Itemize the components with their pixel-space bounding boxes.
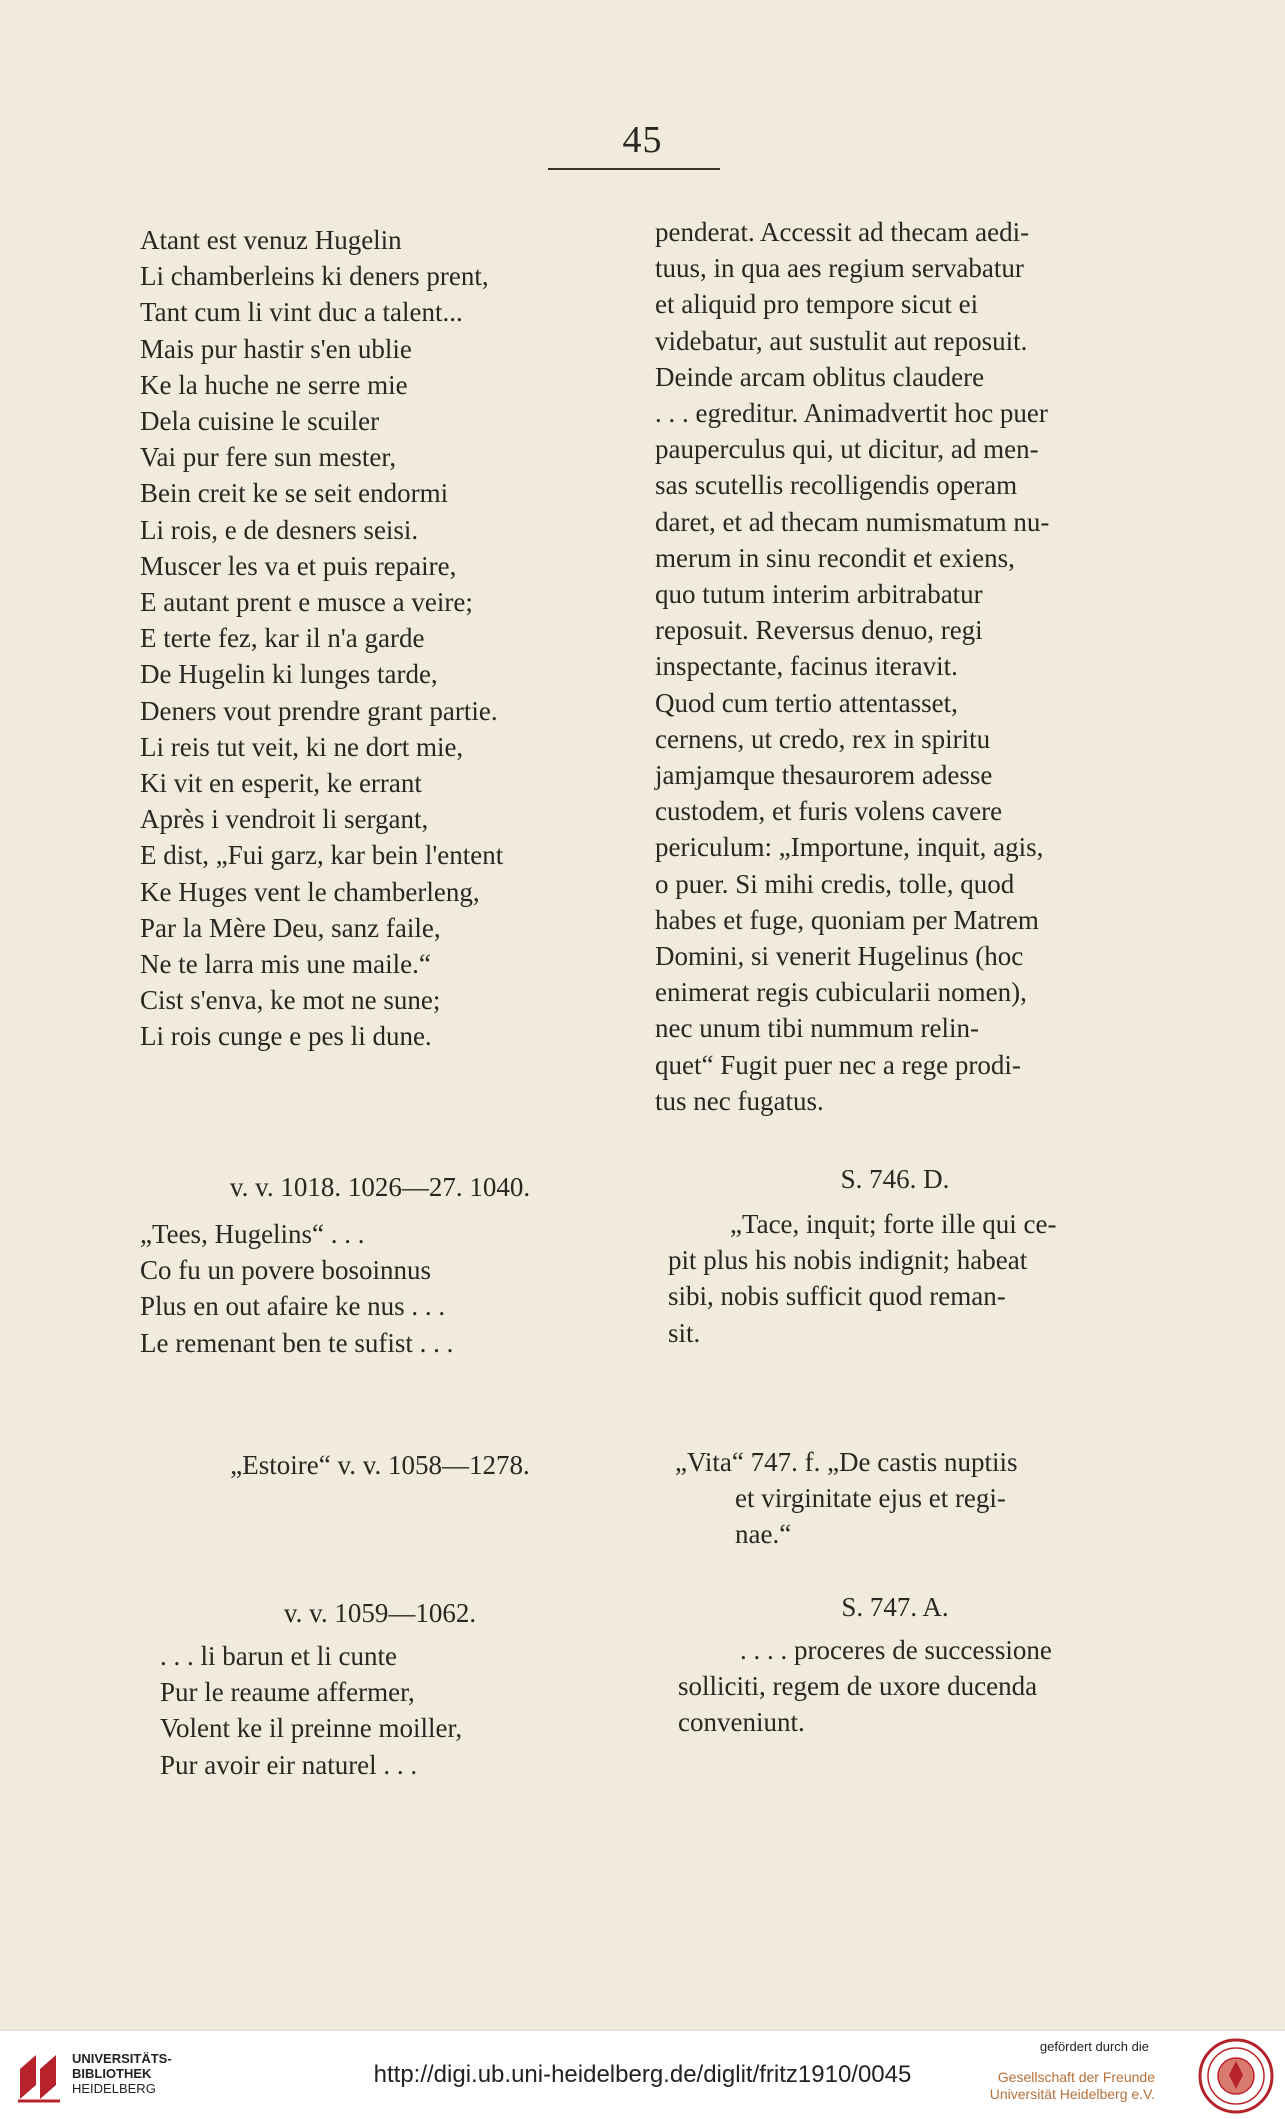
university-seal-icon: [1197, 2037, 1275, 2115]
prose-line: custodem, et furis volens cavere: [655, 796, 1003, 827]
page-number: 45: [622, 119, 663, 161]
prose-line: daret, et ad thecam numismatum nu-: [655, 506, 1050, 537]
source-url-link[interactable]: http://digi.ub.uni-heidelberg.de/diglit/fritz1910/0045: [373, 2061, 912, 2088]
prose-line: penderat. Accessit ad thecam aedi-: [655, 217, 1030, 247]
left-poem-4: [160, 1638, 640, 1783]
sponsor-name-line: Universität Heidelberg e.V.: [989, 2086, 1155, 2102]
prose-line: tuus, in qua aes regium servabatur: [655, 253, 1024, 284]
prose-line: Domini, si venerit Hugelinus (hoc: [655, 941, 1024, 972]
verse-line: Muscer les va et puis repaire,: [140, 550, 457, 581]
prose-line: nae.“: [735, 1519, 792, 1550]
prose-line: Quod cum tertio attentasset,: [655, 687, 958, 718]
prose-line: o puer. Si mihi credis, tolle, quod: [655, 868, 1015, 899]
library-name-line: BIBLIOTHEK: [72, 2066, 152, 2081]
prose-line: Deinde arcam oblitus claudere: [655, 361, 985, 392]
prose-line: periculum: „Importune, inquit, agis,: [655, 832, 1044, 863]
prose-line: „Tace, inquit; forte ille qui ce-: [730, 1209, 1057, 1239]
verse-line: Li reis tut veit, ki ne dort mie,: [140, 731, 464, 762]
prose-line: merum in sinu recondit et exiens,: [655, 542, 1015, 573]
prose-line: . . . . proceres de successione: [740, 1635, 1052, 1665]
page-number-rule: [548, 168, 720, 170]
verse-line: Ki vit en esperit, ke errant: [140, 768, 422, 799]
verse-line: Li rois cunge e pes li dune.: [140, 1021, 432, 1052]
sponsor-name-line: Gesellschaft der Freunde: [997, 2069, 1155, 2085]
verse-line: E terte fez, kar il n'a garde: [140, 623, 425, 654]
sponsor-label: gefördert durch die: [1039, 2039, 1149, 2054]
verse-line: Ke la huche ne serre mie: [140, 369, 408, 400]
prose-line: et aliquid pro tempore sicut ei: [655, 289, 979, 320]
prose-line: habes et fuge, quoniam per Matrem: [655, 904, 1039, 935]
verse-line: E autant prent e musce a veire;: [140, 587, 473, 618]
prose-line: quo tutum interim arbitrabatur: [655, 579, 983, 610]
digitization-footer: [0, 2030, 1285, 2119]
left-heading-verses-2: v. v. 1059—1062.: [283, 1598, 477, 1628]
right-heading-vita: [675, 1444, 1155, 1553]
prose-line: . . . egreditur. Animadvertit hoc puer: [655, 398, 1048, 429]
prose-line: solliciti, regem de uxore ducenda: [678, 1671, 1038, 1702]
prose-line: cernens, ut credo, rex in spiritu: [655, 723, 991, 754]
verse-line: Pur avoir eir naturel . . .: [160, 1749, 418, 1780]
left-poem-1: [140, 222, 620, 1055]
verse-line: Vai pur fere sun mester,: [140, 442, 397, 473]
library-name-line: HEIDELBERG: [72, 2081, 156, 2096]
verse-line: Ne te larra mis une maile.“: [140, 949, 431, 980]
prose-line: sas scutellis recolligendis operam: [655, 470, 1018, 501]
library-name-line: UNIVERSITÄTS-: [72, 2051, 172, 2066]
verse-line: Pur le reaume affermer,: [160, 1677, 415, 1708]
sponsor-name: [990, 2069, 1155, 2103]
verse-line: E dist, „Fui garz, kar bein l'entent: [140, 840, 504, 871]
verse-line: Mais pur hastir s'en ublie: [140, 333, 412, 364]
left-heading-verses: v. v. 1018. 1026—27. 1040.: [229, 1172, 531, 1202]
verse-line: Volent ke il preinne moiller,: [160, 1713, 463, 1744]
verse-line: Atant est venuz Hugelin: [140, 225, 402, 255]
verse-line: Bein creit ke se seit endormi: [140, 478, 449, 509]
verse-line: Par la Mère Deu, sanz faile,: [140, 912, 441, 943]
prose-line: enimerat regis cubicularii nomen),: [655, 977, 1027, 1008]
verse-line: Co fu un povere bosoinnus: [140, 1255, 431, 1286]
right-heading-ref: S. 746. D.: [840, 1164, 950, 1194]
verse-line: Après i vendroit li sergant,: [140, 804, 429, 835]
right-prose-4: [678, 1632, 1158, 1741]
prose-line: et virginitate ejus et regi-: [735, 1483, 1006, 1514]
prose-line: reposuit. Reversus denuo, regi: [655, 615, 983, 646]
verse-line: Li chamberleins ki deners prent,: [140, 261, 489, 292]
left-poem-2: [140, 1216, 620, 1361]
verse-line: Tant cum li vint duc a talent...: [140, 297, 463, 328]
prose-line: „Vita“ 747. f. „De castis nuptiis: [675, 1447, 1018, 1477]
verse-line: Le remenant ben te sufist . . .: [140, 1327, 454, 1358]
prose-line: sit.: [668, 1317, 701, 1348]
prose-line: conveniunt.: [678, 1707, 805, 1738]
right-prose-1: [655, 214, 1135, 1119]
verse-line: Li rois, e de desners seisi.: [140, 514, 419, 545]
prose-line: pit plus his nobis indignit; habeat: [668, 1245, 1028, 1276]
prose-line: sibi, nobis sufficit quod reman-: [668, 1281, 1006, 1312]
verse-line: . . . li barun et li cunte: [160, 1641, 397, 1671]
right-heading-ref-2: S. 747. A.: [841, 1592, 949, 1622]
prose-line: tus nec fugatus.: [655, 1085, 824, 1116]
verse-line: Ke Huges vent le chamberleng,: [140, 876, 480, 907]
prose-line: pauperculus qui, ut dicitur, ad men-: [655, 434, 1039, 465]
left-heading-estoire: „Estoire“ v. v. 1058—1278.: [230, 1450, 530, 1480]
verse-line: „Tees, Hugelins“ . . .: [140, 1219, 365, 1249]
prose-line: jamjamque thesaurorem adesse: [655, 760, 993, 791]
prose-line: quet“ Fugit puer nec a rege prodi-: [655, 1049, 1021, 1080]
right-prose-2: [668, 1206, 1148, 1351]
verse-line: Dela cuisine le scuiler: [140, 406, 380, 437]
prose-line: nec unum tibi nummum relin-: [655, 1013, 979, 1044]
prose-line: videbatur, aut sustulit aut reposuit.: [655, 325, 1028, 356]
verse-line: De Hugelin ki lunges tarde,: [140, 659, 438, 690]
verse-line: Cist s'enva, ke mot ne sune;: [140, 985, 441, 1016]
verse-line: Deners vout prendre grant partie.: [140, 695, 498, 726]
verse-line: Plus en out afaire ke nus . . .: [140, 1291, 446, 1322]
prose-line: inspectante, facinus iteravit.: [655, 651, 958, 682]
